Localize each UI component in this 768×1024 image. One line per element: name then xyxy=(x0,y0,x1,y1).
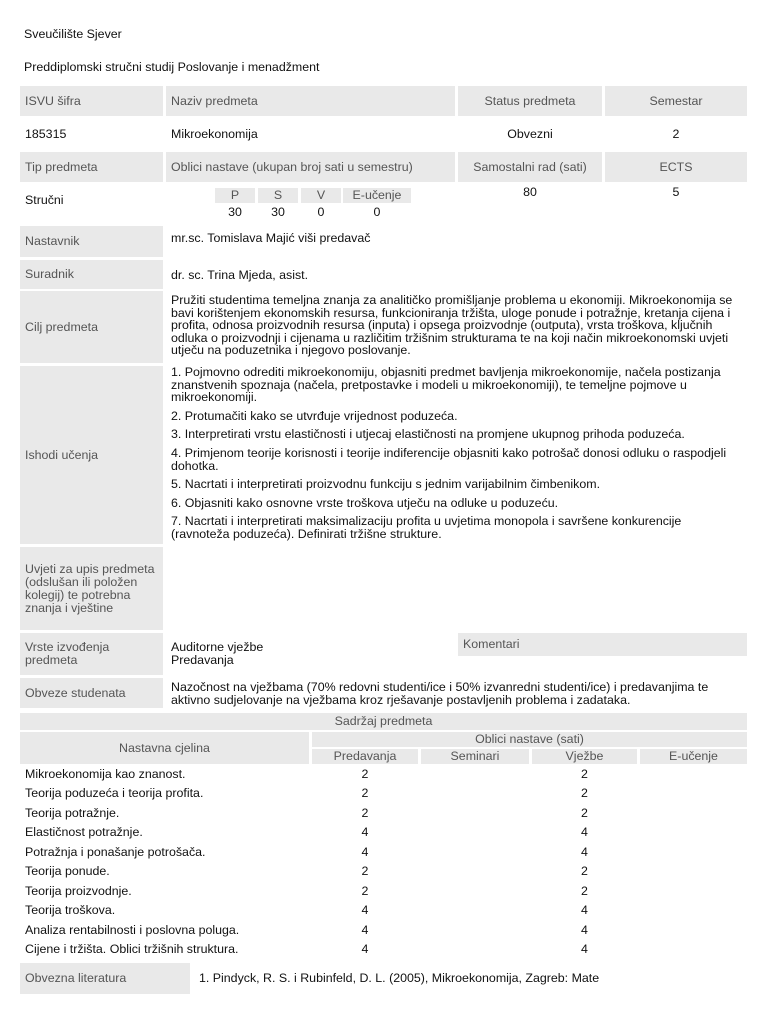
delivery-type-item: Predavanja xyxy=(171,653,234,667)
content-row-name: Teorija potražnje. xyxy=(25,805,120,820)
content-row-lectures: 2 xyxy=(361,766,369,781)
content-row-lectures: 4 xyxy=(361,922,369,937)
content-row-name: Teorija proizvodnje. xyxy=(25,883,132,898)
goal-text: Pružiti studentima temeljna znanja za analitičko promišljanje problema u ekonomiji. Mikroekonomija se bavi korištenjem ekonomskih resursa, funkcioniranja tržišta, uloge ponude i potražnje, kretanja cijena i profita, odnosa proizvodnih resursa (inputa) i opsega proizvodnje (outputa), vrsta troškova, ključnih odluka o proizvodnji i cijenama u različitim tržišnim strukturama te na koji način mikroekonomski uvjeti utječu na poduzetnika i njegovo poslovanje. xyxy=(171,293,733,358)
content-row-exercises: 4 xyxy=(581,844,588,859)
literature-value: 1. Pindyck, R. S. i Rubinfeld, D. L. (2005), Mikroekonomija, Zagreb: Mate xyxy=(199,971,600,985)
content-row-lectures: 2 xyxy=(361,883,369,898)
forms-value-e: 0 xyxy=(373,205,381,219)
outcome-item: 6. Objasniti kako osnovne vrste troškova utječu na odluke u poduzeću. xyxy=(171,495,559,510)
outcomes-label: Ishodi učenja xyxy=(20,366,163,544)
goal-label: Cilj predmeta xyxy=(20,291,163,363)
outcome-item: 3. Interpretirati vrstu elastičnosti i utjecaj elastičnosti na promjene ukupnog prihoda poduzeća. xyxy=(171,427,685,442)
isvu-label: ISVU šifra xyxy=(20,86,163,116)
teacher-value: mr.sc. Tomislava Majić viši predavač xyxy=(171,231,371,245)
content-row-exercises: 4 xyxy=(581,903,588,917)
teacher-label: Nastavnik xyxy=(20,226,163,257)
content-forms-header: Oblici nastave (sati) xyxy=(312,732,747,747)
obligations-text: Nazočnost na vježbama (70% redovni studenti/ice i 50% izvanredni studenti/ice) i predavanjima te aktivno sudjelovanje na vježbama kroz rješavanje postavljenih problema i zadataka. xyxy=(171,680,709,707)
content-col-elearning: E-učenje xyxy=(640,749,747,764)
independent-work-label: Samostalni rad (sati) xyxy=(458,152,602,182)
forms-label: Oblici nastave (ukupan broj sati u semestru) xyxy=(166,152,455,182)
semester-label: Semestar xyxy=(605,86,747,116)
content-row-exercises: 4 xyxy=(581,942,588,956)
content-row-exercises: 2 xyxy=(581,786,588,800)
content-row-name: Cijene i tržišta. Oblici tržišnih struktura. xyxy=(25,942,239,956)
outcome-item: 5. Nacrtati i interpretirati proizvodnu funkciju s jednim varijabilnim čimbenikom. xyxy=(171,477,601,492)
content-row-name: Analiza rentabilnosti i poslovna poluga. xyxy=(25,922,240,937)
forms-value-s: 30 xyxy=(271,205,285,219)
forms-value-v: 0 xyxy=(317,205,325,219)
outcome-item: 1. Pojmovno odrediti mikroekonomiju, objasniti predmet bavljenja mikroekonomije, načela postizanja znanstvenih spoznaja (načela, pretpostavke i modeli u mikroekonomiji), te temeljne pojmove u mikroekonomiji. xyxy=(171,365,721,405)
content-row-lectures: 2 xyxy=(361,805,369,820)
status-value: Obvezni xyxy=(507,126,553,141)
content-row-name: Elastičnost potražnje. xyxy=(25,825,143,839)
outcome-item: 7. Nacrtati i interpretirati maksimalizaciju profita u uvjetima monopola i savršene konkurencije (ravnoteža poduzeća). Definirati tržišne strukture. xyxy=(171,514,682,541)
type-label: Tip predmeta xyxy=(20,152,163,182)
content-col-exercises: Vježbe xyxy=(532,749,637,764)
content-row-name: Mikroekonomija kao znanost. xyxy=(25,766,186,781)
associate-value: dr. sc. Trina Mjeda, asist. xyxy=(171,268,309,282)
content-unit-header: Nastavna cjelina xyxy=(20,732,309,764)
forms-header-s: S xyxy=(258,188,298,203)
content-row-name: Teorija ponude. xyxy=(25,864,110,878)
outcomes-list xyxy=(167,366,747,547)
outcome-item: 2. Protumačiti kako se utvrđuje vrijednost poduzeća. xyxy=(171,408,458,423)
obligations-label: Obveze studenata xyxy=(20,678,163,708)
content-row-lectures: 2 xyxy=(361,864,369,878)
forms-header-v: V xyxy=(301,188,341,203)
ects-value: 5 xyxy=(672,185,680,199)
content-col-lectures: Predavanja xyxy=(312,749,418,764)
content-row-exercises: 2 xyxy=(581,805,588,820)
status-label: Status predmeta xyxy=(458,86,602,116)
outcome-item: 4. Primjenom teorije korisnosti i teorije indiferencije objasniti kako potrošač donosi odluku o raspodjeli dohotka. xyxy=(171,445,727,473)
forms-header-e: E-učenje xyxy=(343,188,411,203)
delivery-types-label: Vrste izvođenja predmeta xyxy=(20,633,163,675)
independent-work-value: 80 xyxy=(523,185,537,199)
content-row-name: Teorija poduzeća i teorija profita. xyxy=(25,786,204,800)
content-row-lectures: 4 xyxy=(361,903,369,917)
literature-label: Obvezna literatura xyxy=(20,963,190,994)
study-program: Preddiplomski stručni studij Poslovanje i menadžment xyxy=(24,60,320,74)
prerequisites-label: Uvjeti za upis predmeta (odslušan ili položen kolegij) te potrebna znanja i vještine xyxy=(20,547,163,630)
university-name: Sveučilište Sjever xyxy=(24,27,122,41)
course-name-value: Mikroekonomija xyxy=(171,126,258,141)
content-row-name: Teorija troškova. xyxy=(25,903,116,917)
content-row-name: Potražnja i ponašanje potrošača. xyxy=(25,844,206,859)
content-title: Sadržaj predmeta xyxy=(20,713,747,730)
comments-label: Komentari xyxy=(458,633,747,656)
delivery-type-item: Auditorne vježbe xyxy=(171,640,264,654)
associate-label: Suradnik xyxy=(20,260,163,289)
content-row-exercises: 2 xyxy=(581,864,588,878)
ects-label: ECTS xyxy=(605,152,747,182)
delivery-types-value xyxy=(171,641,263,667)
content-row-lectures: 4 xyxy=(361,942,369,956)
content-row-exercises: 2 xyxy=(581,883,588,898)
content-col-seminars: Seminari xyxy=(421,749,529,764)
content-row-exercises: 2 xyxy=(581,766,588,781)
content-row-lectures: 2 xyxy=(361,786,369,800)
content-row-lectures: 4 xyxy=(361,825,369,839)
content-row-lectures: 4 xyxy=(361,844,369,859)
semester-value: 2 xyxy=(672,126,680,141)
course-name-label: Naziv predmeta xyxy=(166,86,455,116)
content-row-exercises: 4 xyxy=(581,922,588,937)
forms-value-p: 30 xyxy=(228,205,242,219)
type-value: Stručni xyxy=(25,192,64,207)
content-row-exercises: 4 xyxy=(581,825,588,839)
forms-header-p: P xyxy=(215,188,255,203)
isvu-value: 185315 xyxy=(25,126,67,141)
